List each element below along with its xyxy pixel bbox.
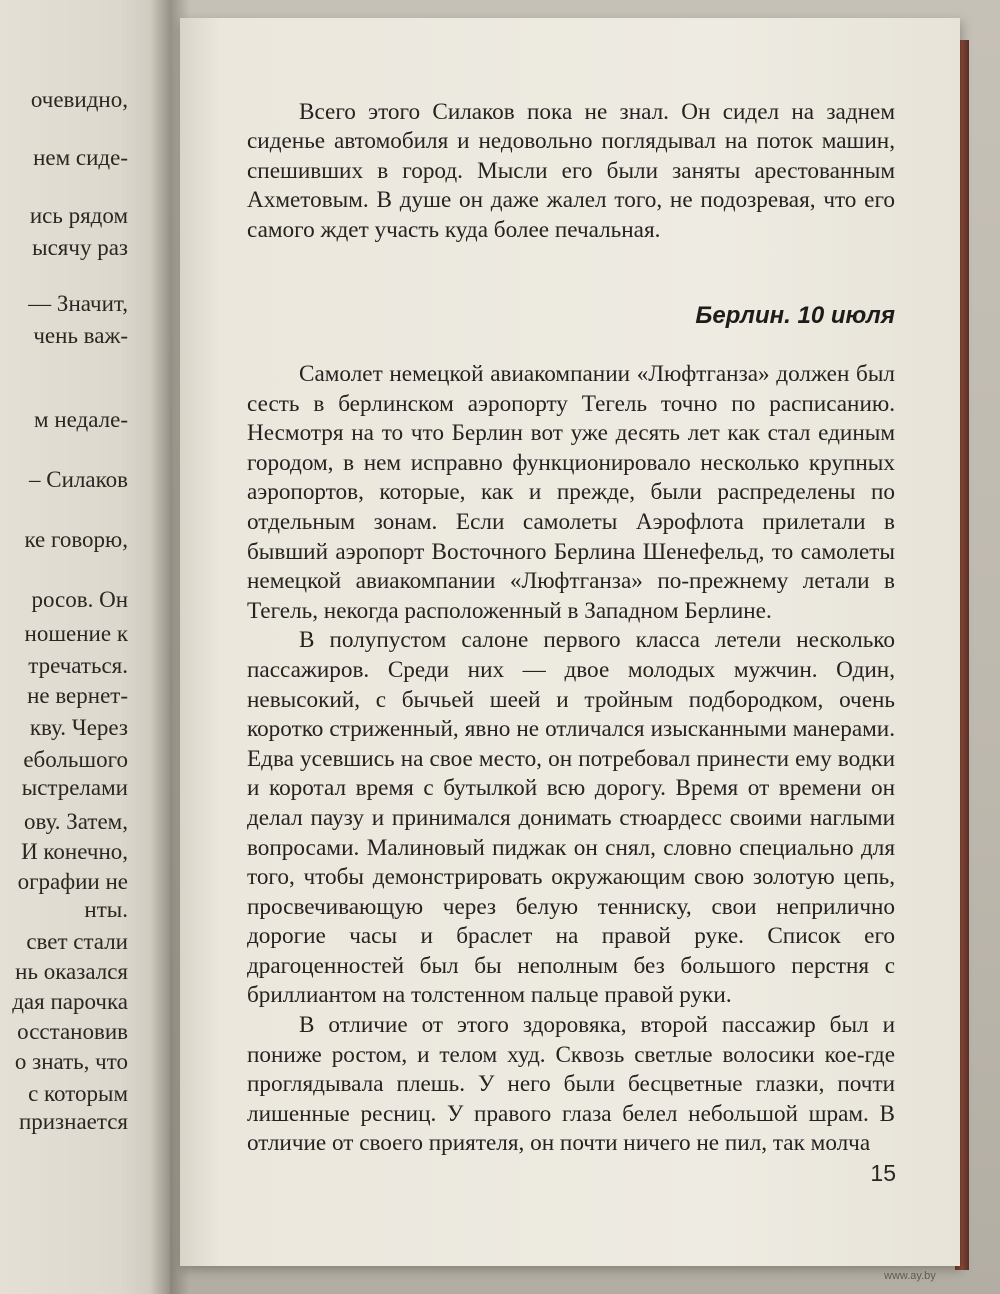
- watermark: www.ay.by: [884, 1270, 936, 1282]
- left-page-line: ке говорю,: [24, 527, 128, 552]
- left-page: [0, 0, 170, 1294]
- left-page-line: ысячу раз: [32, 235, 128, 260]
- left-page-line: не вернет-: [27, 683, 128, 708]
- left-page-line: очевидно,: [30, 87, 128, 112]
- paragraph-2: Самолет немецкой авиакомпании «Люфтганза» должен был сесть в берлинском аэропорту Тегель точно по расписанию. Несмотря на то что Берлин вот уже десять лет как стал единым городом, в нем исправно функционировало несколько крупных аэропортов, которые, как и прежде, были распределены по отдельным зонам. Если самолеты Аэрофлота прилетали в бывший аэропорт Восточного Берлина Шенефельд, то самолеты немецкой авиакомпании «Люфтганза» по-прежнему летали в Тегель, некогда расположенный в Западном Берлине.: [247, 361, 895, 624]
- left-page-line: – Силаков: [29, 467, 128, 492]
- left-page-line: ографии не: [17, 869, 128, 894]
- left-page-line: м недале-: [34, 407, 128, 432]
- left-page-line: осстановив: [17, 1019, 128, 1044]
- left-page-line: ову. Затем,: [24, 809, 128, 834]
- left-page-line: ыстрелами: [21, 775, 128, 800]
- left-page-line: кву. Через: [29, 715, 128, 740]
- left-page-line: росов. Он: [31, 587, 128, 612]
- left-page-line: нты.: [84, 897, 128, 922]
- left-page-line: с которым: [28, 1081, 128, 1106]
- section-heading: Берлин. 10 июля: [695, 302, 895, 329]
- left-page-line: тречаться.: [28, 653, 128, 678]
- left-page-line: нем сиде-: [33, 145, 128, 170]
- paragraph-4: В отличие от этого здоровяка, второй пассажир был и пониже ростом, и телом худ. Сквозь светлые волосики кое-где проглядывала плешь. У него были бесцветные глазки, почти лишенные ресниц. У правого глаза белел небольшой шрам. В отличие от своего приятеля, он почти ничего не пил, так молча: [247, 1012, 895, 1157]
- left-page-line: нь оказался: [15, 959, 128, 984]
- left-page-line: ись рядом: [29, 203, 128, 228]
- left-page-line: дая парочка: [12, 989, 128, 1014]
- text-block-main: [247, 360, 895, 1159]
- paragraph-1: Всего этого Силаков пока не знал. Он сидел на заднем сиденье автомобиля и недовольно поглядывал на поток машин, спешивших в город. Мысли его были заняты арестованным Ахметовым. В душе он даже жалел того, не подозревая, что его самого ждет участь куда более печальная.: [247, 99, 895, 243]
- paragraph-3: В полупустом салоне первого класса летели несколько пассажиров. Среди них — двое молодых мужчин. Один, невысокий, с бычьей шеей и тройным подбородком, очень коротко стриженный, явно не отличался изысканными манерами. Едва усевшись на свое место, он потребовал принести ему водки и коротал время с бутылкой всю дорогу. Время от времени он делал паузу и принимался донимать стюардесс своими наглыми вопросами. Малиновый пиджак он снял, словно специально для того, чтобы демонстрировать окружающим свою золотую цепь, просвечивающую через белую тенниску, свои неприлично дорогие часы и браслет на правой руке. Список его драгоценностей был бы неполным без большого перстня с бриллиантом на толстенном пальце правой руки.: [247, 627, 895, 1009]
- left-page-line: признается: [18, 1109, 128, 1134]
- text-block-top: [247, 98, 895, 245]
- left-page-line: И конечно,: [21, 839, 128, 864]
- left-page-line: ебольшого: [23, 747, 128, 772]
- left-page-line: чень важ-: [33, 323, 128, 348]
- page-number: 15: [870, 1160, 896, 1186]
- left-page-line: свет стали: [26, 929, 128, 954]
- left-page-line: о знать, что: [14, 1049, 128, 1074]
- left-page-line: — Значит,: [28, 291, 128, 316]
- left-page-line: ношение к: [24, 621, 128, 646]
